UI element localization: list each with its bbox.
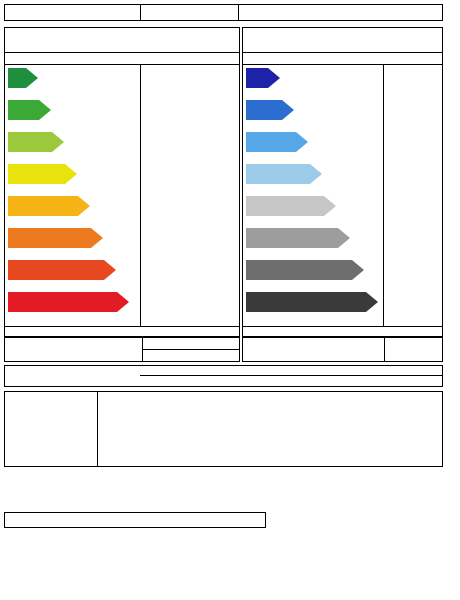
emissions-class-bar-4: [246, 196, 336, 216]
emissions-class-bar-7: [246, 292, 378, 312]
header-divider-2: [238, 4, 239, 21]
systems-name-divider: [97, 391, 98, 467]
header-divider-1: [140, 4, 141, 21]
systems-table: [4, 391, 443, 467]
right-top-rule-2: [242, 64, 443, 65]
left-top-rule-2: [4, 64, 240, 65]
emisii-divider: [384, 337, 385, 362]
energy-class-bar-3: [8, 164, 77, 184]
energy-class-bar-4: [8, 196, 90, 216]
header-row: [4, 4, 443, 21]
surse-mid-rule: [140, 375, 443, 376]
energy-class-bar-5: [8, 228, 103, 248]
energy-class-bar-2: [8, 132, 64, 152]
registration-box: [4, 512, 266, 528]
surse-box: [4, 365, 443, 387]
emissions-class-bar-2: [246, 132, 308, 152]
right-top-rule: [242, 52, 443, 53]
energy-class-bar-6: [8, 260, 116, 280]
left-column-divider: [140, 64, 141, 326]
emissions-class-bar-6: [246, 260, 364, 280]
emisii-box: [242, 337, 443, 362]
left-bottom-rule: [4, 326, 240, 327]
right-column-divider: [383, 64, 384, 326]
consum-mid-rule: [142, 349, 240, 350]
left-top-rule: [4, 52, 240, 53]
emissions-class-bar-5: [246, 228, 350, 248]
right-bottom-rule: [242, 326, 443, 327]
energy-class-bar-7: [8, 292, 129, 312]
emissions-class-bar-3: [246, 164, 322, 184]
